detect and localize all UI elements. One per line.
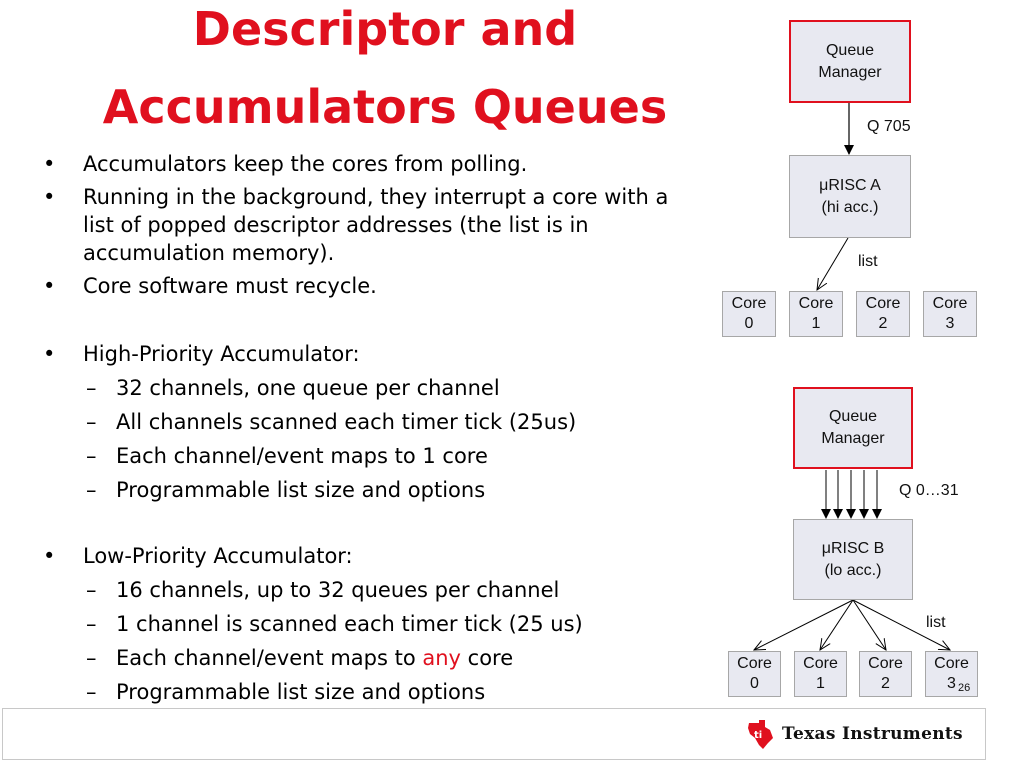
bullet-marker: • — [43, 185, 56, 209]
sub-item: – All channels scanned each timer tick (25us) — [86, 410, 577, 434]
sub-item: – Programmable list size and options — [86, 680, 486, 704]
dash-marker: – — [86, 612, 97, 636]
queue-manager-box-bottom: Queue Manager — [793, 387, 913, 469]
queue-label-top: Q 705 — [867, 118, 911, 135]
risc-a-box: μRISC A (hi acc.) — [789, 155, 911, 238]
core-3-box-top: Core 3 — [923, 291, 977, 337]
dash-marker: – — [86, 646, 97, 670]
core-1-box-top: Core 1 — [789, 291, 843, 337]
list-label-top: list — [858, 253, 878, 270]
dash-marker: – — [86, 410, 97, 434]
connector-risc-b-to-core0 — [754, 600, 853, 650]
connector-risc-b-to-core1 — [820, 600, 853, 650]
dash-marker: – — [86, 444, 97, 468]
core-2-box-bottom: Core 2 — [859, 651, 912, 697]
high-priority-heading: • High-Priority Accumulator: — [43, 342, 360, 366]
sub-item: – 32 channels, one queue per channel — [86, 376, 500, 400]
slide-title-line2: Accumulators Queues — [102, 80, 668, 134]
bullet-continuation: list of popped descriptor addresses (the list is in — [83, 213, 589, 237]
dash-marker: – — [86, 478, 97, 502]
brand-name: Texas Instruments — [782, 724, 963, 744]
page-number: 26 — [958, 682, 971, 694]
list-label-bottom: list — [926, 614, 946, 631]
risc-b-box: μRISC B (lo acc.) — [793, 519, 913, 600]
queue-label-bottom: Q 0…31 — [899, 482, 959, 499]
core-0-box-bottom: Core 0 — [728, 651, 781, 697]
dash-marker: – — [86, 680, 97, 704]
core-3-box-bottom: Core 3 — [925, 651, 978, 697]
connector-risc-b-to-core2 — [853, 600, 886, 650]
core-2-box-top: Core 2 — [856, 291, 910, 337]
low-priority-heading: • Low-Priority Accumulator: — [43, 544, 353, 568]
sub-item: – Each channel/event maps to any core — [86, 646, 514, 670]
core-0-box-top: Core 0 — [722, 291, 776, 337]
bullet-item: • Accumulators keep the cores from polling. — [43, 152, 528, 176]
bullet-continuation: accumulation memory). — [83, 241, 335, 265]
bullet-marker: • — [43, 544, 56, 568]
dash-marker: – — [86, 578, 97, 602]
bullet-item: • Running in the background, they interrupt a core with a — [43, 185, 669, 209]
core-1-box-bottom: Core 1 — [794, 651, 847, 697]
connector-risc-a-to-core1 — [817, 238, 848, 290]
texas-instruments-logo — [746, 718, 963, 750]
sub-item: – Each channel/event maps to 1 core — [86, 444, 488, 468]
svg-text:ti: ti — [754, 730, 763, 741]
any-highlight: any — [422, 646, 461, 670]
sub-item: – 1 channel is scanned each timer tick (25 us) — [86, 612, 583, 636]
bullet-item: • Core software must recycle. — [43, 274, 377, 298]
bullet-marker: • — [43, 274, 56, 298]
sub-item: – 16 channels, up to 32 queues per channel — [86, 578, 560, 602]
bullet-marker: • — [43, 152, 56, 176]
slide-title-line1: Descriptor and — [192, 2, 578, 56]
queue-manager-box-top: Queue Manager — [789, 20, 911, 103]
dash-marker: – — [86, 376, 97, 400]
ti-logo-icon — [746, 718, 776, 750]
sub-item: – Programmable list size and options — [86, 478, 486, 502]
bullet-marker: • — [43, 342, 56, 366]
